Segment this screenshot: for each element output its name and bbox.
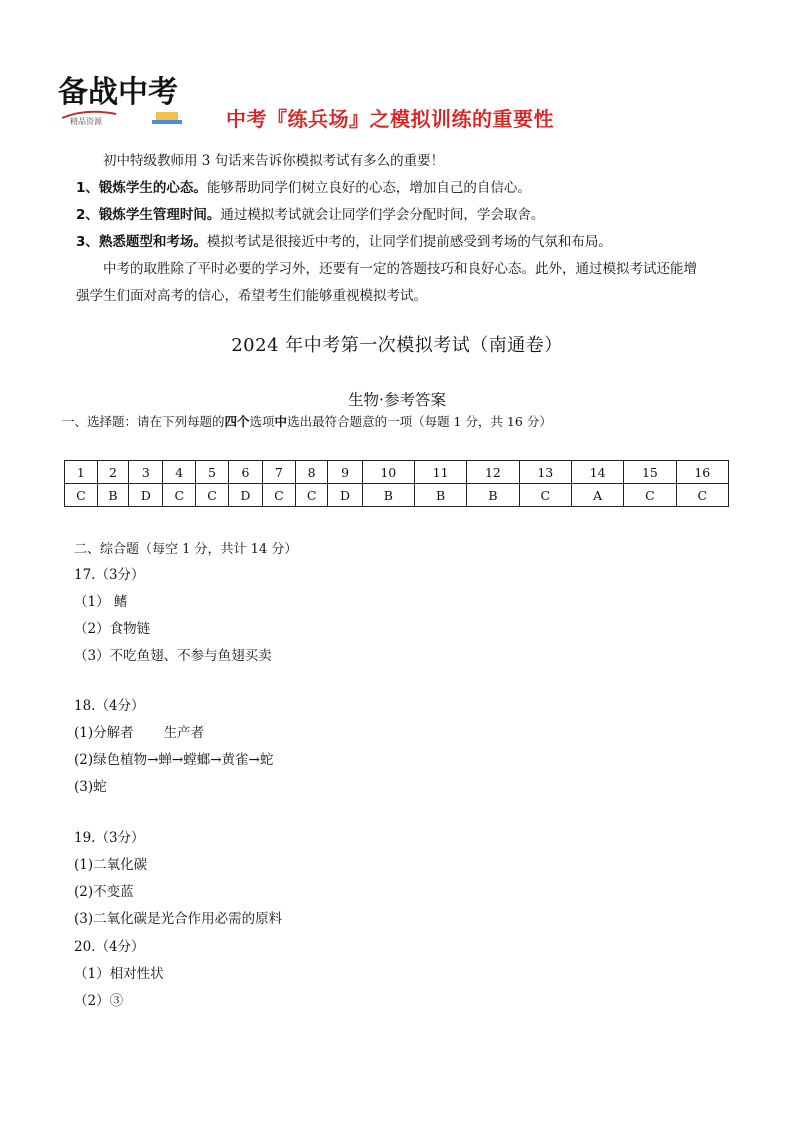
answer-table-answer-cell: C [624, 484, 676, 507]
answer-table-number-cell: 9 [328, 461, 362, 484]
section1-heading: 一、选择题：请在下列每题的四个选项中选出最符合题意的一项（每题 1 分，共 16 分） [62, 414, 552, 429]
answer-table-number-cell: 6 [228, 461, 262, 484]
answer-table-number-cell: 7 [263, 461, 296, 484]
subject-title: 生物·参考答案 [348, 391, 446, 409]
question-20 [74, 934, 164, 1015]
exam-title: 2024 年中考第一次模拟考试（南通卷） [231, 335, 563, 356]
question-18 [74, 693, 273, 801]
q17-answer-1: （1） 鳍 [74, 594, 128, 610]
answer-table-answer-cell: B [97, 484, 129, 507]
intro-point-1: 1、锻炼学生的心态。能够帮助同学们树立良好的心态，增加自己的自信心。 [76, 180, 531, 196]
answer-table-number-cell: 14 [571, 461, 623, 484]
answer-table-numbers-row [65, 461, 729, 484]
answer-table-answer-cell: B [414, 484, 466, 507]
answer-table-answer-cell: C [65, 484, 98, 507]
answer-table-answer-cell: C [163, 484, 196, 507]
question-17 [74, 562, 272, 670]
q18-answer-3: (3)蛇 [74, 779, 107, 795]
section2-heading: 二、综合题（每空 1 分，共计 14 分） [74, 542, 298, 557]
answer-table-number-cell: 5 [196, 461, 229, 484]
answer-table-answer-cell: C [519, 484, 571, 507]
answer-table-answer-cell: B [467, 484, 519, 507]
answer-table-number-cell: 3 [129, 461, 163, 484]
answer-table-answer-cell: C [263, 484, 296, 507]
answer-table-number-cell: 1 [65, 461, 98, 484]
answer-table-number-cell: 15 [624, 461, 676, 484]
answer-table-number-cell: 13 [519, 461, 571, 484]
answer-table-number-cell: 12 [467, 461, 519, 484]
q18-answer-2: (2)绿色植物→蝉→螳螂→黄雀→蛇 [74, 752, 274, 768]
q18-answer-1: (1)分解者 生产者 [74, 725, 205, 741]
answer-table-answer-cell: C [196, 484, 229, 507]
question-19 [74, 825, 282, 933]
answer-table [64, 460, 729, 507]
q19-answer-1: (1)二氧化碳 [74, 857, 148, 873]
q17-answer-2: （2）食物链 [74, 621, 151, 637]
answer-table-number-cell: 4 [163, 461, 196, 484]
answer-table-answer-cell: C [295, 484, 328, 507]
answer-table-answer-cell: D [328, 484, 362, 507]
banner-title: 中考『练兵场』之模拟训练的重要性 [226, 107, 554, 131]
intro-closing-2: 强学生们面对高考的信心，希望考生们能够重视模拟考试。 [76, 288, 427, 304]
answer-table-number-cell: 11 [414, 461, 466, 484]
intro-lead: 初中特级教师用 3 句话来告诉你模拟考试有多么的重要！ [103, 153, 445, 169]
answer-table-answers-row [65, 484, 729, 507]
answer-table-answer-cell: A [571, 484, 623, 507]
q20-header: 20.（4分） [74, 939, 145, 955]
q19-header: 19.（3分） [74, 830, 145, 846]
q20-answer-1: （1）相对性状 [74, 966, 164, 982]
intro-section [76, 148, 736, 310]
q17-header: 17.（3分） [74, 567, 145, 583]
q19-answer-3: (3)二氧化碳是光合作用必需的原料 [74, 911, 283, 927]
q19-answer-2: (2)不变蓝 [74, 884, 134, 900]
answer-table-answer-cell: B [362, 484, 414, 507]
answer-table-number-cell: 8 [295, 461, 328, 484]
intro-point-3: 3、熟悉题型和考场。模拟考试是很接近中考的，让同学们提前感受到考场的气氛和布局。 [76, 234, 612, 250]
answer-table-number-cell: 16 [676, 461, 728, 484]
q20-answer-2: （2）③ [74, 993, 124, 1009]
answer-table-number-cell: 10 [362, 461, 414, 484]
answer-table-answer-cell: D [228, 484, 262, 507]
logo-subtext: 精品资源 [70, 117, 102, 126]
logo [56, 68, 190, 130]
intro-closing-1: 中考的取胜除了平时必要的学习外，还要有一定的答题技巧和良好心态。此外，通过模拟考试还能增 [103, 261, 697, 277]
intro-point-2: 2、锻炼学生管理时间。通过模拟考试就会让同学们学会分配时间，学会取舍。 [76, 207, 545, 223]
q17-answer-3: （3）不吃鱼翅、不参与鱼翅买卖 [74, 648, 272, 664]
answer-table-answer-cell: C [676, 484, 728, 507]
answer-table-number-cell: 2 [97, 461, 129, 484]
q18-header: 18.（4分） [74, 698, 145, 714]
logo-text: 备战中考 [58, 75, 178, 110]
answer-table-answer-cell: D [129, 484, 163, 507]
